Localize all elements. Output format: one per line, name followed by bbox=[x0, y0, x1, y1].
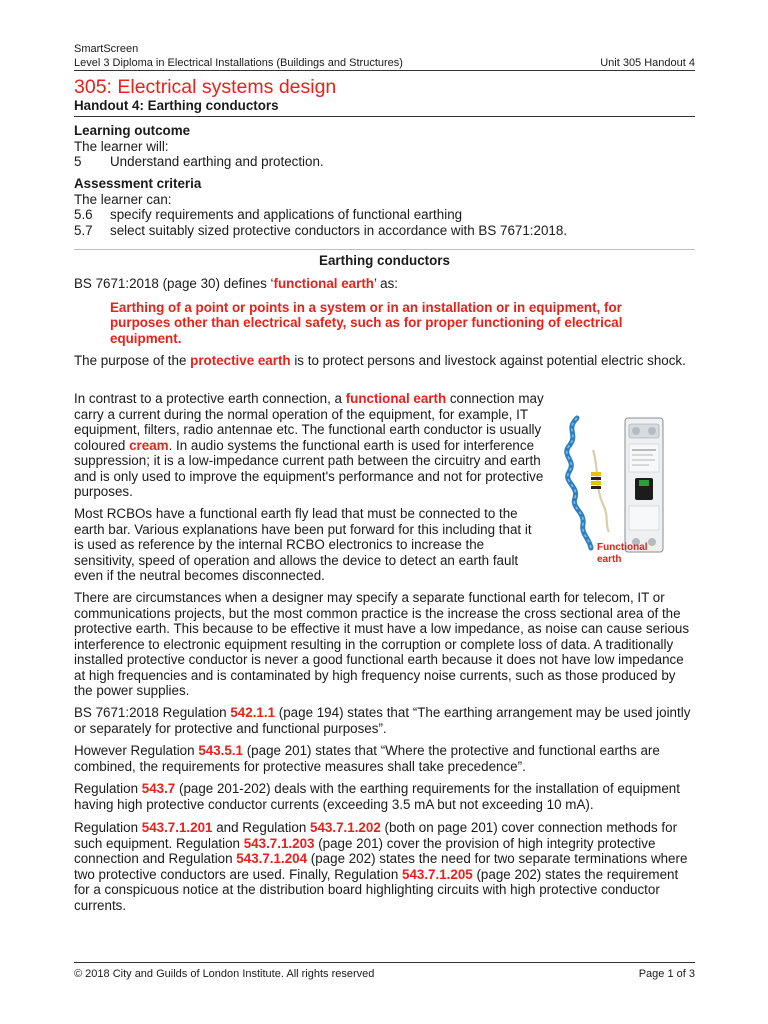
footer-page-number: Page 1 of 3 bbox=[638, 968, 695, 980]
contrast-term: functional earth bbox=[345, 391, 447, 406]
reg4-number: 543.7.1.203 bbox=[243, 835, 315, 851]
handout-page bbox=[74, 0, 695, 1024]
learning-outcome-item bbox=[74, 154, 695, 170]
assessment-item bbox=[74, 207, 695, 223]
header-brand: SmartScreen bbox=[74, 43, 139, 55]
header-course: Level 3 Diploma in Electrical Installations (Buildings and Structures) bbox=[74, 57, 403, 69]
contrast-mid: connection may carry a current during the normal operation of the equipment, for example, IT equipment, filters, radio antennae etc. The functional earth conductor is usually coloured bbox=[74, 391, 544, 453]
assessment-intro: The learner can: bbox=[74, 191, 172, 207]
reg3-number: 543.7 bbox=[141, 781, 176, 796]
purpose-term: protective earth bbox=[190, 353, 291, 368]
reg4-part: (page 201) cover the provision of high integrity protective connection and Regulation bbox=[74, 835, 656, 866]
rcbo-image bbox=[559, 408, 691, 570]
regulation-543-5-paragraph bbox=[74, 743, 695, 774]
defines-pre: BS 7671:2018 (page 30) defines ‘ bbox=[74, 276, 274, 291]
reg4-part: and Regulation bbox=[212, 820, 311, 835]
reg4-part: Regulation bbox=[74, 820, 142, 835]
learning-outcome-block bbox=[74, 123, 695, 170]
defines-paragraph bbox=[74, 276, 695, 292]
assessment-heading: Assessment criteria bbox=[74, 176, 202, 191]
footer-rule bbox=[74, 962, 695, 963]
reg4-number: 543.7.1.205 bbox=[402, 866, 473, 882]
reg4-number: 543.7.1.202 bbox=[310, 820, 381, 835]
reg4-part: (both on page 201) cover connection methods for such equipment. Regulation bbox=[74, 820, 678, 851]
page-footer bbox=[74, 968, 695, 980]
reg1-number: 542.1.1 bbox=[230, 705, 276, 720]
item-number: 5.7 bbox=[74, 222, 93, 238]
page-title: 305: Electrical systems design bbox=[74, 76, 337, 98]
purpose-pre: The purpose of the bbox=[74, 353, 191, 368]
reg4-part: (page 202) states the need for two separate terminations where two protective conductors are used. Finally, Regulation bbox=[74, 851, 688, 882]
regulation-543-7-1-paragraph bbox=[74, 820, 695, 913]
header-unit-ref: Unit 305 Handout 4 bbox=[600, 57, 695, 69]
reg2-post: (page 201) states that “Where the protective and functional earths are combined, the requirements for protective measures shall take precedence”. bbox=[74, 743, 660, 774]
contrast-term-cream: cream bbox=[129, 437, 169, 453]
defines-term: functional earth bbox=[273, 276, 374, 291]
title-rule bbox=[74, 116, 695, 117]
running-header bbox=[74, 42, 695, 70]
item-number: 5.6 bbox=[74, 207, 93, 222]
reg3-post: (page 201-202) deals with the earthing requirements for the installation of equipment having high protective conductor currents (exceeding 3.5 mA but not exceeding 10 mA). bbox=[74, 781, 680, 812]
item-text: specify requirements and applications of functional earthing bbox=[110, 207, 463, 222]
defines-post: ’ as: bbox=[373, 276, 399, 291]
reg4-number: 543.7.1.204 bbox=[236, 851, 308, 866]
assessment-item bbox=[74, 223, 695, 239]
contrast-pre: In contrast to a protective earth connection, a bbox=[74, 391, 346, 406]
item-text: select suitably sized protective conductors in accordance with BS 7671:2018. bbox=[110, 222, 568, 238]
reg4-part: (page 202) states the requirement for a conspicuous notice at the distribution board highlighting circuits with high protective conductor currents. bbox=[74, 866, 679, 913]
reg2-number: 543.5.1 bbox=[198, 743, 243, 758]
item-text: Understand earthing and protection. bbox=[110, 154, 324, 169]
image-caption: Functional earth bbox=[597, 542, 648, 565]
section-rule bbox=[74, 249, 695, 250]
learning-outcome-intro: The learner will: bbox=[74, 138, 169, 154]
rcbo-paragraph: Most RCBOs have a functional earth fly lead that must be connected to the earth bar. Various explanations have been put forward for this including that it is used as reference by the internal RCBO electronics to increase the sensitivity, speed of operation and allows the device to detect an earth fault even if the neutral becomes disconnected. bbox=[74, 506, 532, 583]
reg1-pre: BS 7671:2018 Regulation bbox=[74, 705, 231, 720]
purpose-post: is to protect persons and livestock against potential electric shock. bbox=[290, 353, 686, 368]
definition-quote: Earthing of a point or points in a system or in an installation or in equipment, for purposes other than electrical safety, such as for proper functioning of electrical equipment. bbox=[110, 300, 623, 346]
reg4-number: 543.7.1.201 bbox=[141, 820, 213, 835]
reg3-pre: Regulation bbox=[74, 781, 142, 796]
learning-outcome-heading: Learning outcome bbox=[74, 123, 191, 138]
header-rule bbox=[74, 70, 695, 71]
assessment-block bbox=[74, 176, 695, 238]
regulation-542-paragraph bbox=[74, 705, 695, 736]
regulation-543-7-paragraph bbox=[74, 781, 695, 812]
page-subtitle: Handout 4: Earthing conductors bbox=[74, 98, 279, 113]
footer-copyright: © 2018 City and Guilds of London Institute. All rights reserved bbox=[74, 968, 375, 980]
contrast-paragraph bbox=[74, 391, 546, 500]
reg1-post: (page 194) states that “The earthing arrangement may be used jointly or separately for protective and functional purposes”. bbox=[74, 705, 691, 736]
contrast-post: . In audio systems the functional earth is used for interference suppression; it is a low-impedance current path between the circuitry and earth and is only used to improve the equipment's performance and not for protective purposes. bbox=[74, 437, 544, 499]
reg2-pre: However Regulation bbox=[74, 743, 199, 758]
circumstances-paragraph: There are circumstances when a designer may specify a separate functional earth for telecom, IT or communications projects, but the most common practice is the increase the cross sectional area of the protective earth. This because to be effective it must have a low impedance, as noise can cause serious interference to electronic equipment resulting in the corruption or complete loss of data. A traditionally installed protective conductor is never a good functional earth because it does not have low impedance at high frequencies and is contaminated by high frequency noise currents, such as those produced by the power supplies. bbox=[74, 590, 690, 698]
section-heading: Earthing conductors bbox=[319, 253, 450, 268]
purpose-paragraph bbox=[74, 353, 695, 369]
item-number: 5 bbox=[74, 154, 82, 169]
